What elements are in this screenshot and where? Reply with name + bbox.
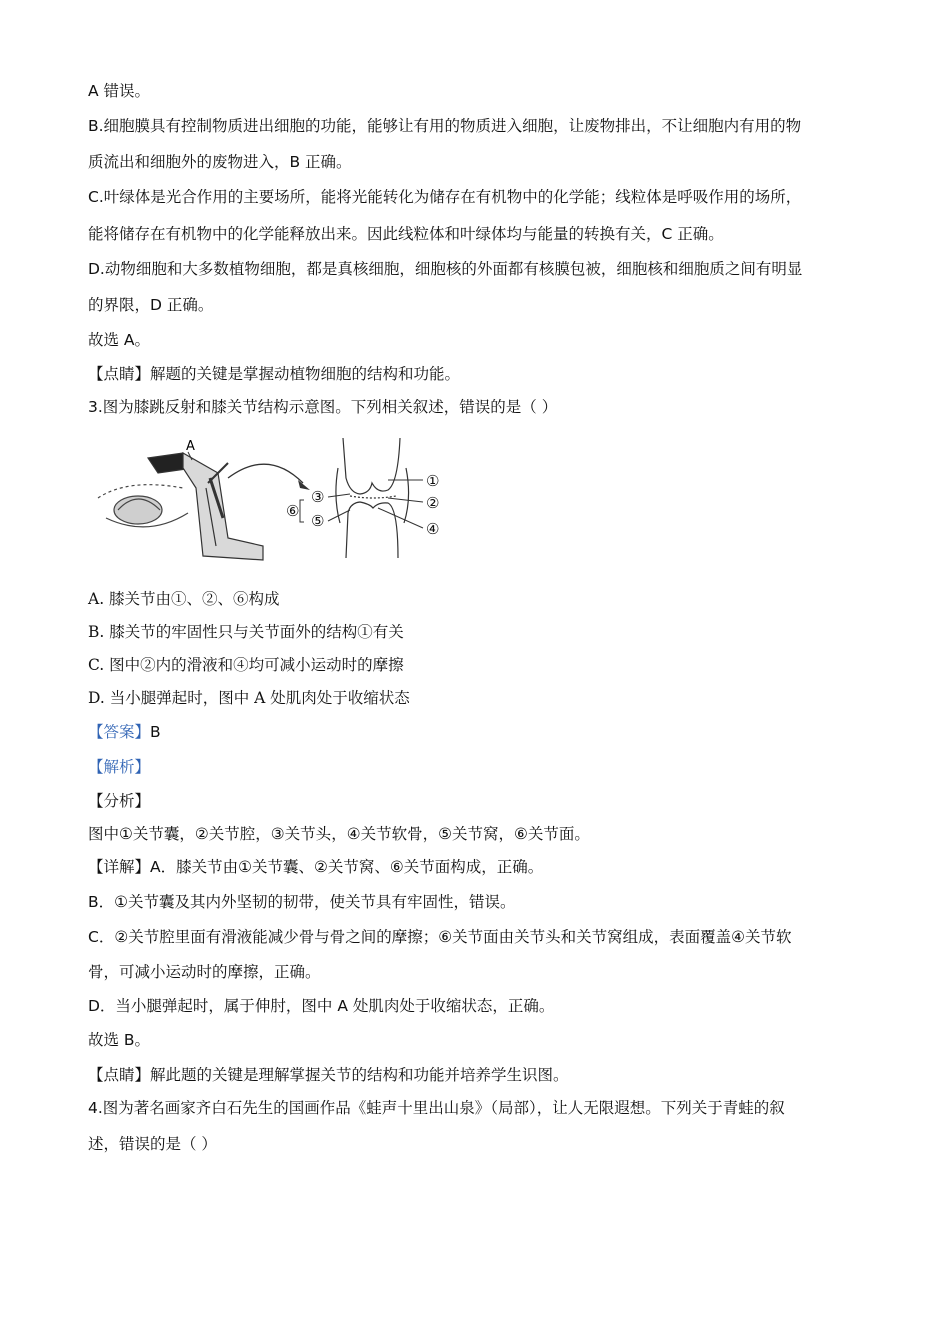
text-line: D.动物细胞和大多数植物细胞，都是真核细胞，细胞核的外面都有核膜包被，细胞核和细胞质之间有明显: [88, 260, 803, 278]
label-2: ②: [426, 494, 440, 512]
label-5: ⑤: [311, 512, 325, 530]
detail-line: 【详解】A．膝关节由①关节囊、②关节窝、⑥关节面构成，正确。: [88, 858, 544, 876]
text-line: 质流出和细胞外的废物进入，B 正确。: [88, 153, 352, 171]
option-c: C. 图中②内的滑液和④均可减小运动时的摩擦: [88, 656, 404, 674]
detail-line: 骨，可减小运动时的摩擦，正确。: [88, 963, 321, 981]
comment-line: 【点睛】解此题的关键是理解掌握关节的结构和功能并培养学生识图。: [88, 1066, 569, 1084]
comment-line: 【点睛】解题的关键是掌握动植物细胞的结构和功能。: [88, 365, 461, 383]
fenxi-text: 图中①关节囊，②关节腔，③关节头，④关节软骨，⑤关节窝，⑥关节面。: [88, 825, 590, 843]
text-line: 能将储存在有机物中的化学能释放出来。因此线粒体和叶绿体均与能量的转换有关，C 正确。: [88, 225, 724, 243]
arrow-icon: [228, 464, 303, 483]
label-4: ④: [426, 520, 440, 538]
answer-label: 【答案】: [88, 723, 151, 741]
question-4-stem: 4.图为著名画家齐白石先生的国画作品《蛙声十里出山泉》（局部），让人无限遐想。下列关于青蛙的叙: [88, 1099, 785, 1117]
text-line: B.细胞膜具有控制物质进出细胞的功能，能够让有用的物质进入细胞，让废物排出，不让细胞内有用的物: [88, 117, 802, 135]
text-line: A 错误。: [88, 82, 151, 100]
knee-reflex-figure: [88, 428, 458, 568]
detail-line: B．①关节囊及其内外坚韧的韧带，使关节具有牢固性，错误。: [88, 893, 516, 911]
question-3-stem: 3.图为膝跳反射和膝关节结构示意图。下列相关叙述，错误的是（ ）: [88, 398, 558, 416]
label-6: ⑥: [286, 502, 300, 520]
spinal-cord-illustration: [98, 485, 188, 527]
leg-illustration: [148, 453, 263, 560]
text-line: 故选 A。: [88, 331, 151, 349]
text-line: 的界限，D 正确。: [88, 296, 214, 314]
answer-line: [88, 722, 870, 742]
label-3: ③: [311, 488, 325, 506]
label-a: A: [186, 439, 195, 454]
option-a: A. 膝关节由①、②、⑥构成: [88, 590, 280, 608]
question-4-stem-cont: 述，错误的是（ ）: [88, 1135, 217, 1153]
label-1: ①: [426, 472, 440, 490]
detail-line: 故选 B。: [88, 1031, 151, 1049]
detail-line: C．②关节腔里面有滑液能减少骨与骨之间的摩擦；⑥关节面由关节头和关节窝组成，表面覆盖④关节软: [88, 928, 792, 946]
text-line: C.叶绿体是光合作用的主要场所，能将光能转化为储存在有机物中的化学能；线粒体是呼吸作用的场所，: [88, 188, 802, 206]
option-b: B. 膝关节的牢固性只与关节面外的结构①有关: [88, 623, 404, 641]
option-d: D. 当小腿弹起时，图中 A 处肌肉处于收缩状态: [88, 689, 410, 707]
analysis-label: 【解析】: [88, 758, 151, 776]
fenxi-label: 【分析】: [88, 792, 151, 810]
knee-joint-illustration: [336, 438, 409, 558]
answer-value: B: [150, 723, 161, 741]
detail-line: D．当小腿弹起时，属于伸肘，图中 A 处肌肉处于收缩状态，正确。: [88, 997, 555, 1015]
